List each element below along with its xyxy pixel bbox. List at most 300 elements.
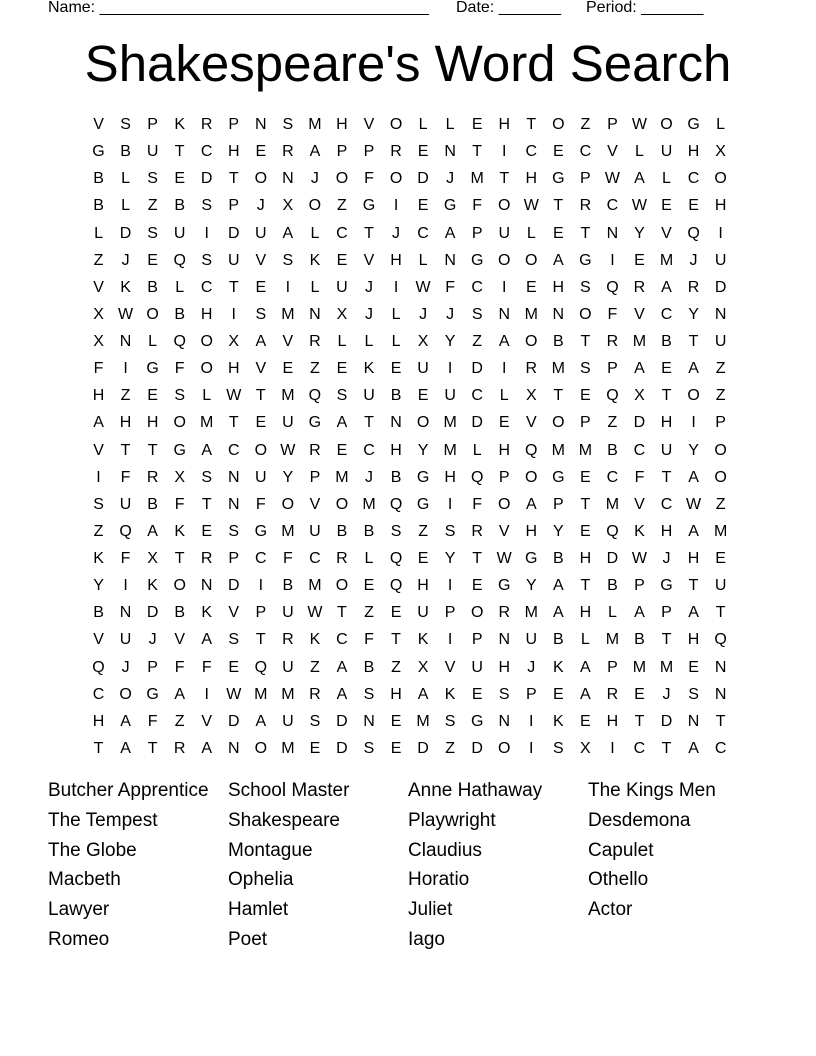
grid-letter: Z xyxy=(391,658,401,676)
grid-letter: A xyxy=(688,468,699,486)
grid-letter: O xyxy=(281,495,295,513)
grid-letter: D xyxy=(200,170,213,188)
grid-letter: F xyxy=(255,495,266,513)
grid-letter: F xyxy=(120,468,131,486)
grid-letter: W xyxy=(280,441,296,459)
grid-letter: C xyxy=(200,143,213,161)
grid-letter: H xyxy=(92,712,105,730)
grid-letter: T xyxy=(255,631,266,649)
grid-letter: R xyxy=(687,278,700,296)
grid-letter: A xyxy=(444,224,456,242)
grid-letter: E xyxy=(580,522,591,540)
grid-letter: E xyxy=(390,739,402,757)
grid-letter: P xyxy=(147,116,158,133)
word-list-item: Juliet xyxy=(408,899,453,921)
grid-letter: C xyxy=(714,739,727,757)
grid-letter: H xyxy=(714,197,727,215)
grid-letter: J xyxy=(310,170,319,188)
grid-letter: E xyxy=(255,414,267,432)
grid-letter: H xyxy=(92,387,105,405)
grid-letter: O xyxy=(579,305,592,323)
grid-letter: Y xyxy=(444,333,456,350)
grid-letter: D xyxy=(227,224,240,242)
grid-letter: Z xyxy=(93,251,104,269)
grid-letter: R xyxy=(200,550,213,567)
grid-letter: E xyxy=(471,577,483,595)
grid-letter: M xyxy=(200,414,214,432)
grid-letter: S xyxy=(255,305,267,323)
grid-letter: J xyxy=(392,224,401,242)
grid-letter: M xyxy=(308,577,322,595)
grid-letter: R xyxy=(282,143,294,161)
grid-letter: A xyxy=(552,577,564,595)
grid-letter: X xyxy=(417,333,429,350)
grid-letter: G xyxy=(552,468,565,486)
grid-letter: W xyxy=(631,197,648,215)
grid-letter: I xyxy=(610,251,615,269)
grid-letter: V xyxy=(228,604,240,622)
grid-letter: F xyxy=(472,197,483,215)
grid-letter: D xyxy=(714,278,727,296)
grid-letter: G xyxy=(416,495,430,513)
grid-letter: O xyxy=(389,116,403,133)
grid-letter: K xyxy=(174,116,185,133)
grid-letter: W xyxy=(604,170,620,188)
grid-letter: I xyxy=(204,224,209,242)
grid-letter: D xyxy=(227,577,240,595)
grid-letter: V xyxy=(525,414,537,432)
grid-letter: M xyxy=(335,468,349,486)
word-list-item: Shakespeare xyxy=(228,809,340,831)
grid-letter: H xyxy=(390,685,402,703)
grid-letter: C xyxy=(579,143,592,161)
grid-letter: M xyxy=(632,658,647,676)
grid-letter: H xyxy=(525,522,538,540)
grid-letter: Z xyxy=(120,387,131,405)
grid-letter: M xyxy=(551,441,565,459)
grid-letter: S xyxy=(580,360,591,378)
grid-letter: L xyxy=(580,631,590,649)
grid-letter: P xyxy=(228,116,240,133)
grid-letter: U xyxy=(660,441,673,459)
grid-letter: E xyxy=(147,387,158,405)
grid-letter: A xyxy=(634,360,645,378)
grid-letter: I xyxy=(502,278,507,296)
grid-letter: H xyxy=(227,143,240,161)
word-list xyxy=(48,777,768,956)
grid-letter: Z xyxy=(715,387,726,405)
grid-letter: K xyxy=(93,550,104,567)
grid-letter: M xyxy=(524,305,538,323)
word-list-item: Macbeth xyxy=(48,869,121,891)
grid-letter: U xyxy=(336,278,348,296)
grid-letter: Q xyxy=(173,251,186,269)
grid-letter: U xyxy=(282,414,294,432)
grid-letter: O xyxy=(254,739,268,757)
grid-letter: H xyxy=(498,441,510,459)
grid-letter: P xyxy=(661,604,672,622)
grid-letter: E xyxy=(471,685,483,703)
grid-letter: M xyxy=(281,522,295,540)
grid-letter: I xyxy=(502,143,507,161)
grid-letter: E xyxy=(417,550,429,567)
grid-letter: P xyxy=(309,468,321,486)
grid-letter: R xyxy=(606,333,619,350)
grid-letter: O xyxy=(146,305,159,323)
grid-letter: N xyxy=(498,712,510,730)
grid-letter: O xyxy=(687,387,700,405)
grid-letter: P xyxy=(255,604,267,622)
grid-letter: T xyxy=(93,739,104,757)
grid-letter: Q xyxy=(389,577,403,595)
grid-letter: T xyxy=(499,170,510,188)
word-list-item: Iago xyxy=(408,928,445,950)
grid-letter: O xyxy=(525,251,538,269)
grid-letter: R xyxy=(579,197,592,215)
grid-letter: F xyxy=(282,550,293,567)
word-list-item: Claudius xyxy=(408,839,482,861)
grid-letter: U xyxy=(714,333,727,350)
word-list-item: Anne Hathaway xyxy=(408,780,543,801)
grid-letter: N xyxy=(714,658,727,676)
grid-letter: B xyxy=(147,495,158,513)
grid-letter: P xyxy=(444,604,456,622)
word-list-item: The Globe xyxy=(48,839,137,861)
grid-letter: E xyxy=(471,116,483,133)
grid-letter: O xyxy=(498,495,511,513)
grid-letter: I xyxy=(529,739,534,757)
grid-letter: T xyxy=(364,414,374,432)
grid-letter: A xyxy=(634,604,645,622)
grid-letter: V xyxy=(634,305,645,323)
grid-letter: M xyxy=(605,495,620,513)
grid-letter: R xyxy=(471,522,483,540)
grid-letter: U xyxy=(498,224,510,242)
grid-letter: I xyxy=(231,305,236,323)
grid-letter: U xyxy=(227,251,240,269)
grid-letter: P xyxy=(715,414,726,432)
grid-letter: H xyxy=(119,414,132,432)
grid-letter: T xyxy=(580,577,591,595)
grid-letter: S xyxy=(498,685,510,703)
grid-letter: M xyxy=(443,441,457,459)
grid-letter: L xyxy=(445,116,455,133)
grid-letter: P xyxy=(363,143,375,161)
grid-letter: T xyxy=(147,441,158,459)
grid-letter: T xyxy=(255,387,266,405)
grid-letter: W xyxy=(523,197,539,215)
grid-letter: E xyxy=(552,224,564,242)
grid-letter: C xyxy=(336,631,348,649)
grid-letter: I xyxy=(502,360,507,378)
grid-letter: J xyxy=(419,305,428,323)
word-list-item: Montague xyxy=(228,839,313,861)
grid-letter: B xyxy=(336,522,348,540)
grid-letter: T xyxy=(147,739,158,757)
grid-letter: A xyxy=(282,224,294,242)
grid-letter: T xyxy=(580,495,591,513)
grid-letter: P xyxy=(147,658,158,676)
grid-letter: E xyxy=(580,468,591,486)
grid-letter: S xyxy=(363,685,375,703)
grid-letter: T xyxy=(337,604,347,622)
grid-letter: C xyxy=(687,170,700,188)
grid-letter: E xyxy=(390,712,402,730)
grid-letter: U xyxy=(714,577,727,595)
grid-letter: S xyxy=(228,631,240,649)
grid-letter: N xyxy=(119,333,132,350)
grid-letter: Q xyxy=(389,550,403,567)
grid-letter: D xyxy=(417,739,429,757)
grid-letter: L xyxy=(635,143,644,161)
grid-letter: A xyxy=(688,360,699,378)
grid-letter: B xyxy=(390,387,402,405)
grid-letter: A xyxy=(661,278,672,296)
grid-letter: A xyxy=(201,441,213,459)
grid-letter: M xyxy=(362,495,376,513)
grid-letter: E xyxy=(417,387,429,405)
grid-letter: U xyxy=(363,387,375,405)
grid-letter: P xyxy=(607,658,618,676)
grid-letter: O xyxy=(714,441,727,459)
word-list-item: Butcher Apprentice xyxy=(48,780,209,801)
grid-letter: D xyxy=(119,224,132,242)
grid-letter: T xyxy=(634,712,645,730)
grid-letter: O xyxy=(200,333,213,350)
grid-letter: Z xyxy=(147,197,158,215)
grid-letter: J xyxy=(662,550,671,567)
grid-letter: N xyxy=(255,116,267,133)
grid-letter: A xyxy=(498,333,510,350)
grid-letter: M xyxy=(605,631,620,649)
grid-letter: E xyxy=(417,197,429,215)
grid-letter: L xyxy=(391,333,401,350)
grid-letter: O xyxy=(308,197,322,215)
grid-letter: S xyxy=(201,468,213,486)
grid-letter: N xyxy=(390,414,402,432)
word-list-item: Romeo xyxy=(48,928,110,950)
grid-letter: A xyxy=(147,522,158,540)
grid-letter: W xyxy=(496,550,512,567)
grid-letter: I xyxy=(610,739,615,757)
letter-grid xyxy=(85,111,734,762)
grid-letter: M xyxy=(632,333,647,350)
date-field: Date: _______ xyxy=(456,0,561,16)
grid-letter: T xyxy=(526,116,537,133)
grid-letter: L xyxy=(364,333,374,350)
word-list-item: Ophelia xyxy=(228,869,294,891)
grid-letter: U xyxy=(471,658,483,676)
grid-letter: O xyxy=(335,577,349,595)
word-list-item: Horatio xyxy=(408,869,470,891)
grid-letter: X xyxy=(93,305,104,323)
grid-letter: I xyxy=(447,577,453,595)
grid-letter: A xyxy=(552,604,564,622)
grid-letter: P xyxy=(634,577,645,595)
grid-letter: U xyxy=(309,522,321,540)
grid-letter: F xyxy=(364,170,374,188)
grid-letter: K xyxy=(309,631,321,649)
grid-letter: U xyxy=(660,143,673,161)
grid-letter: M xyxy=(281,387,295,405)
grid-letter: T xyxy=(391,631,401,649)
grid-letter: T xyxy=(228,278,239,296)
grid-letter: E xyxy=(363,577,375,595)
grid-letter: E xyxy=(661,360,672,378)
grid-letter: C xyxy=(92,685,105,703)
grid-letter: O xyxy=(525,333,538,350)
grid-letter: V xyxy=(282,333,294,350)
grid-letter: D xyxy=(336,739,348,757)
grid-letter: N xyxy=(119,604,132,622)
grid-letter: N xyxy=(606,224,619,242)
grid-letter: L xyxy=(716,116,726,133)
grid-letter: U xyxy=(146,143,159,161)
grid-letter: W xyxy=(118,305,134,323)
grid-letter: F xyxy=(201,658,212,676)
grid-letter: F xyxy=(607,305,618,323)
grid-letter: H xyxy=(687,550,700,567)
grid-letter: E xyxy=(336,251,348,269)
grid-letter: G xyxy=(254,522,268,540)
grid-letter: T xyxy=(580,333,591,350)
grid-letter: B xyxy=(607,441,618,459)
grid-letter: Z xyxy=(715,495,726,513)
grid-letter: C xyxy=(417,224,429,242)
grid-letter: G xyxy=(470,712,484,730)
grid-letter: T xyxy=(228,414,239,432)
grid-letter: P xyxy=(336,143,348,161)
grid-letter: G xyxy=(498,577,511,595)
grid-letter: T xyxy=(120,441,131,459)
grid-letter: E xyxy=(715,550,726,567)
word-list-item: Capulet xyxy=(588,839,654,861)
grid-letter: C xyxy=(633,441,646,459)
grid-letter: W xyxy=(686,495,702,513)
grid-letter: P xyxy=(471,631,483,649)
grid-letter: U xyxy=(255,224,267,242)
grid-letter: C xyxy=(363,441,375,459)
grid-letter: H xyxy=(498,658,510,676)
grid-letter: X xyxy=(93,333,104,350)
grid-letter: E xyxy=(336,360,348,378)
grid-letter: O xyxy=(335,495,349,513)
grid-letter: A xyxy=(417,685,429,703)
grid-letter: U xyxy=(525,631,538,649)
grid-letter: G xyxy=(443,197,457,215)
grid-letter: Y xyxy=(688,305,699,323)
word-list-item: Actor xyxy=(588,899,633,921)
grid-letter: G xyxy=(687,116,700,133)
grid-letter: B xyxy=(552,550,564,567)
grid-letter: M xyxy=(659,658,674,676)
grid-letter: M xyxy=(551,360,565,378)
grid-letter: D xyxy=(417,170,429,188)
word-list-item: Hamlet xyxy=(228,899,289,921)
grid-letter: J xyxy=(364,468,373,486)
grid-letter: B xyxy=(634,631,645,649)
grid-letter: G xyxy=(552,170,565,188)
grid-letter: N xyxy=(552,305,565,323)
grid-letter: S xyxy=(93,495,104,513)
grid-letter: S xyxy=(228,522,240,540)
grid-letter: O xyxy=(173,414,186,432)
grid-letter: T xyxy=(553,387,564,405)
grid-letter: Y xyxy=(417,441,429,459)
grid-letter: D xyxy=(606,550,619,567)
grid-letter: B xyxy=(93,197,104,215)
grid-letter: R xyxy=(336,550,348,567)
grid-letter: B xyxy=(174,197,185,215)
grid-letter: X xyxy=(147,550,158,567)
grid-letter: A xyxy=(580,685,591,703)
grid-letter: C xyxy=(227,441,240,459)
grid-letter: P xyxy=(552,495,564,513)
grid-letter: D xyxy=(660,712,673,730)
grid-letter: R xyxy=(498,604,510,622)
grid-letter: H xyxy=(146,414,159,432)
grid-letter: B xyxy=(363,658,375,676)
grid-letter: V xyxy=(607,143,618,161)
grid-letter: L xyxy=(121,170,131,188)
grid-letter: W xyxy=(631,116,648,133)
grid-letter: F xyxy=(634,468,645,486)
grid-letter: C xyxy=(255,550,267,567)
grid-letter: G xyxy=(579,251,592,269)
grid-letter: G xyxy=(92,143,105,161)
grid-letter: K xyxy=(174,522,185,540)
word-list-item: Othello xyxy=(588,869,649,891)
grid-letter: R xyxy=(282,631,294,649)
grid-letter: T xyxy=(201,495,212,513)
grid-letter: S xyxy=(390,522,402,540)
grid-letter: Q xyxy=(606,387,619,405)
grid-letter: E xyxy=(661,197,672,215)
grid-letter: L xyxy=(472,441,482,459)
grid-letter: G xyxy=(660,577,673,595)
grid-letter: B xyxy=(661,333,672,350)
grid-letter: X xyxy=(634,387,645,405)
grid-letter: E xyxy=(634,685,645,703)
grid-letter: L xyxy=(364,550,374,567)
grid-letter: I xyxy=(123,577,128,595)
grid-letter: Z xyxy=(445,739,456,757)
grid-letter: E xyxy=(282,360,294,378)
grid-letter: E xyxy=(390,360,402,378)
grid-letter: Y xyxy=(93,577,104,595)
grid-letter: Y xyxy=(634,224,645,242)
grid-letter: Q xyxy=(606,278,619,296)
grid-letter: S xyxy=(688,685,699,703)
grid-letter: V xyxy=(93,631,104,649)
grid-letter: N xyxy=(498,305,510,323)
grid-letter: F xyxy=(174,495,185,513)
grid-letter: O xyxy=(525,468,538,486)
grid-letter: G xyxy=(146,685,159,703)
grid-letter: P xyxy=(525,685,537,703)
grid-letter: E xyxy=(634,251,645,269)
grid-letter: H xyxy=(606,712,619,730)
grid-letter: F xyxy=(147,712,158,730)
grid-letter: S xyxy=(336,387,348,405)
grid-letter: Q xyxy=(92,658,105,676)
grid-letter: D xyxy=(471,414,483,432)
grid-letter: J xyxy=(689,251,698,269)
grid-letter: J xyxy=(121,658,130,676)
grid-letter: O xyxy=(119,685,132,703)
grid-letter: S xyxy=(444,522,456,540)
grid-letter: F xyxy=(174,658,185,676)
